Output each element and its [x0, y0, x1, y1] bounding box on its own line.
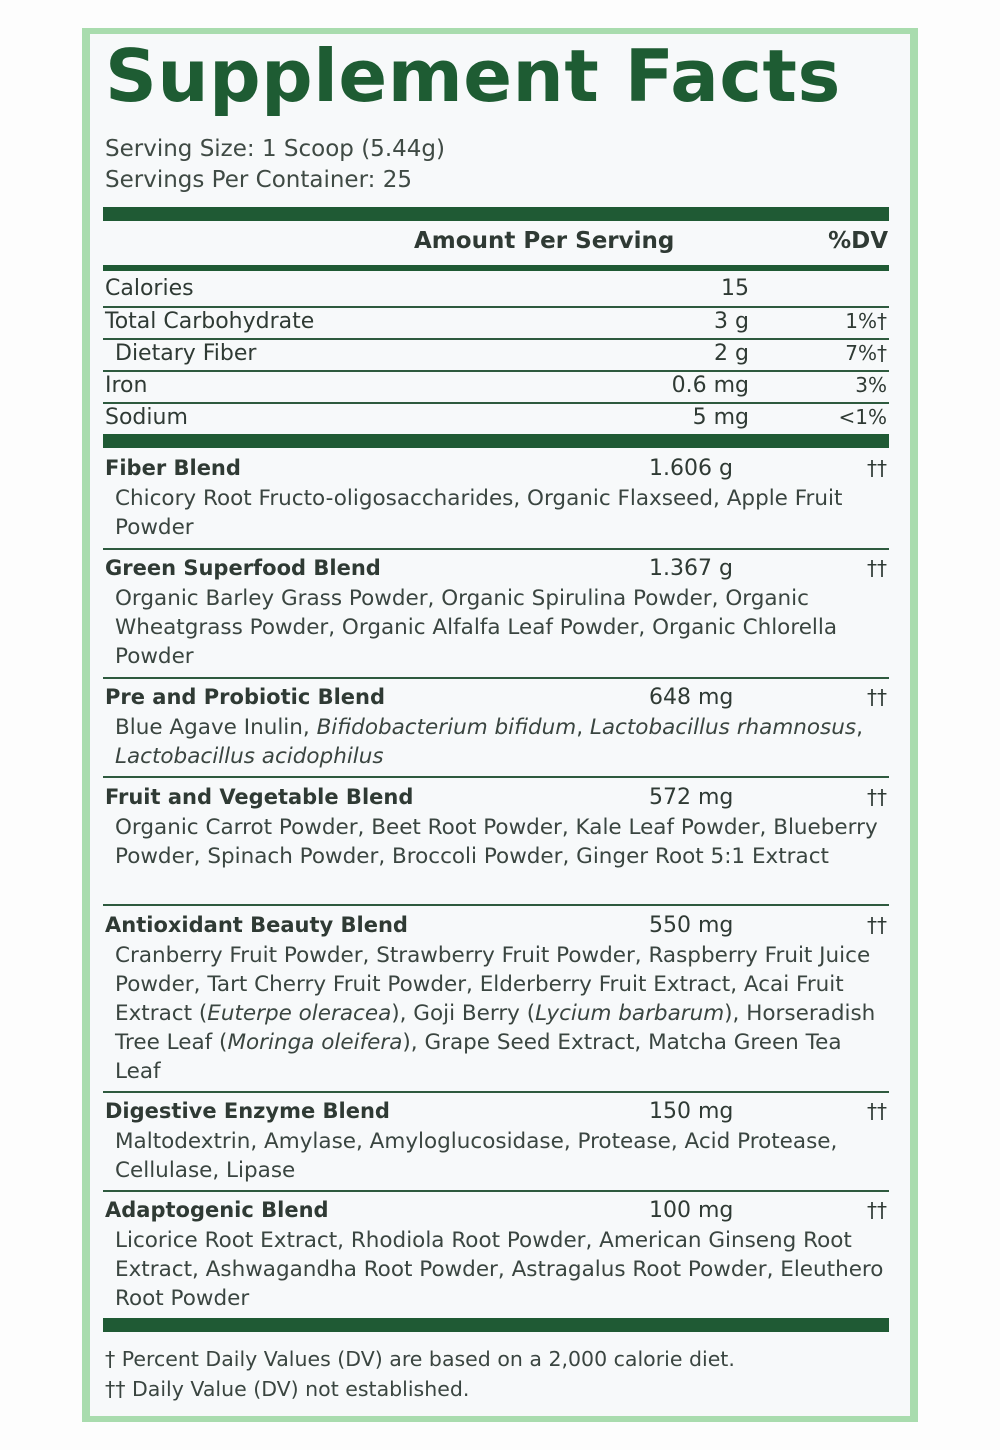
ingredient-text: Chicory Root Fructo-oligosaccharides, Organic Flaxseed, Apple Fruit Powder	[115, 486, 843, 540]
blend-name: Green Superfood Blend	[105, 556, 381, 580]
blend-ingredients	[115, 941, 890, 1086]
blend-amount: 1.367 g	[649, 556, 733, 581]
nutrient-row	[103, 371, 889, 403]
blend-name: Fruit and Vegetable Blend	[105, 785, 414, 809]
blend-dv: ††	[867, 1198, 887, 1222]
nutrient-amount: 5 mg	[692, 405, 749, 430]
nutrient-dv: 1%†	[845, 309, 887, 333]
blend-name: Antioxidant Beauty Blend	[105, 913, 408, 937]
ingredient-latin-name: Moringa oleifera	[227, 1030, 403, 1055]
ingredient-latin-name: Bifidobacterium bifidum	[316, 715, 577, 740]
nutrient-name: Dietary Fiber	[115, 341, 257, 366]
panel-title: Supplement Facts	[105, 34, 841, 118]
blend-divider	[103, 677, 889, 679]
blend-amount: 572 mg	[649, 785, 734, 810]
ingredient-latin-name: Euterpe oleracea	[207, 1001, 392, 1026]
ingredient-text: Blue Agave Inulin,	[115, 715, 317, 740]
nutrient-name: Sodium	[105, 405, 188, 430]
nutrient-row	[103, 274, 889, 306]
blend-amount: 648 mg	[649, 685, 734, 710]
blend-dv: ††	[867, 1099, 887, 1123]
blend-ingredients	[115, 484, 890, 542]
blend-ingredients	[115, 813, 890, 871]
blend-dv: ††	[867, 556, 887, 580]
blend-divider	[103, 1190, 889, 1192]
ingredient-text: Cranberry Fruit Powder, Strawberry Fruit Powder, Raspberry Fruit Juice Powder, Tart Cherry Fruit Powder, Elderberry Fruit Extract, Acai Fruit Extract (	[115, 943, 871, 1026]
blend-name: Pre and Probiotic Blend	[105, 685, 386, 709]
nutrient-name: Iron	[105, 373, 148, 398]
ingredient-text: ,	[856, 715, 863, 740]
footnote-dv-not-established: †† Daily Value (DV) not established.	[105, 1377, 470, 1401]
ingredient-text: ), Horseradish Tree Leaf (	[115, 1001, 876, 1055]
blend-amount: 550 mg	[649, 913, 734, 938]
blend-dv: ††	[867, 685, 887, 709]
nutrient-name: Calories	[105, 276, 194, 301]
blend-dv: ††	[867, 913, 887, 937]
blend-amount: 150 mg	[649, 1099, 734, 1124]
nutrient-dv: 3%	[855, 373, 887, 397]
ingredient-text: ), Goji Berry (	[391, 1001, 536, 1026]
nutrient-dv: 7%†	[845, 341, 887, 365]
thick-divider-nutrients	[103, 434, 889, 448]
blend-ingredients	[115, 713, 890, 771]
nutrient-amount: 2 g	[714, 341, 749, 366]
ingredient-text: Maltodextrin, Amylase, Amyloglucosidase, Protease, Acid Protease, Cellulase, Lipase	[115, 1129, 838, 1183]
ingredient-text: Organic Carrot Powder, Beet Root Powder, Kale Leaf Powder, Blueberry Powder, Spinach Powder, Broccoli Powder, Ginger Root 5:1 Extract	[115, 815, 878, 869]
thick-divider-top	[103, 207, 889, 221]
thick-divider-bottom	[103, 1318, 889, 1332]
blend-dv: ††	[867, 785, 887, 809]
blend-ingredients	[115, 584, 890, 671]
ingredient-text: Licorice Root Extract, Rhodiola Root Powder, American Ginseng Root Extract, Ashwagandha Root Powder, Astragalus Root Powder, Eleuthero Root Powder	[115, 1228, 884, 1311]
amount-header: Amount Per Serving	[414, 228, 675, 254]
nutrient-amount: 15	[721, 276, 749, 301]
blend-divider	[103, 904, 889, 906]
blend-amount: 1.606 g	[649, 456, 733, 481]
header-divider	[103, 265, 889, 271]
nutrient-row	[103, 403, 889, 435]
ingredient-latin-name: Lactobacillus acidophilus	[115, 744, 384, 769]
ingredient-latin-name: Lactobacillus rhamnosus	[589, 715, 857, 740]
blend-amount: 100 mg	[649, 1198, 734, 1223]
nutrient-amount: 0.6 mg	[671, 373, 749, 398]
servings-per-container: Servings Per Container: 25	[105, 167, 412, 193]
blend-ingredients	[115, 1226, 890, 1313]
blend-divider	[103, 1091, 889, 1093]
dv-header: %DV	[828, 228, 888, 254]
nutrient-row	[103, 307, 889, 339]
blend-divider	[103, 776, 889, 778]
nutrient-row	[103, 339, 889, 371]
blend-name: Fiber Blend	[105, 456, 241, 480]
ingredient-latin-name: Lycium barbarum	[535, 1001, 725, 1026]
serving-size: Serving Size: 1 Scoop (5.44g)	[105, 136, 445, 162]
blend-name: Digestive Enzyme Blend	[105, 1099, 390, 1123]
blend-ingredients	[115, 1127, 890, 1185]
nutrient-amount: 3 g	[714, 309, 749, 334]
ingredient-text: ), Grape Seed Extract, Matcha Green Tea Leaf	[115, 1030, 842, 1084]
blend-divider	[103, 548, 889, 550]
blend-dv: ††	[867, 456, 887, 480]
blend-name: Adaptogenic Blend	[105, 1198, 329, 1222]
footnote-dv: † Percent Daily Values (DV) are based on a 2,000 calorie diet.	[105, 1347, 735, 1371]
ingredient-text: ,	[576, 715, 590, 740]
nutrient-dv: <1%	[838, 405, 887, 429]
nutrient-name: Total Carbohydrate	[105, 309, 315, 334]
ingredient-text: Organic Barley Grass Powder, Organic Spirulina Powder, Organic Wheatgrass Powder, Organic Alfalfa Leaf Powder, Organic Chlorella Powder	[115, 586, 838, 669]
